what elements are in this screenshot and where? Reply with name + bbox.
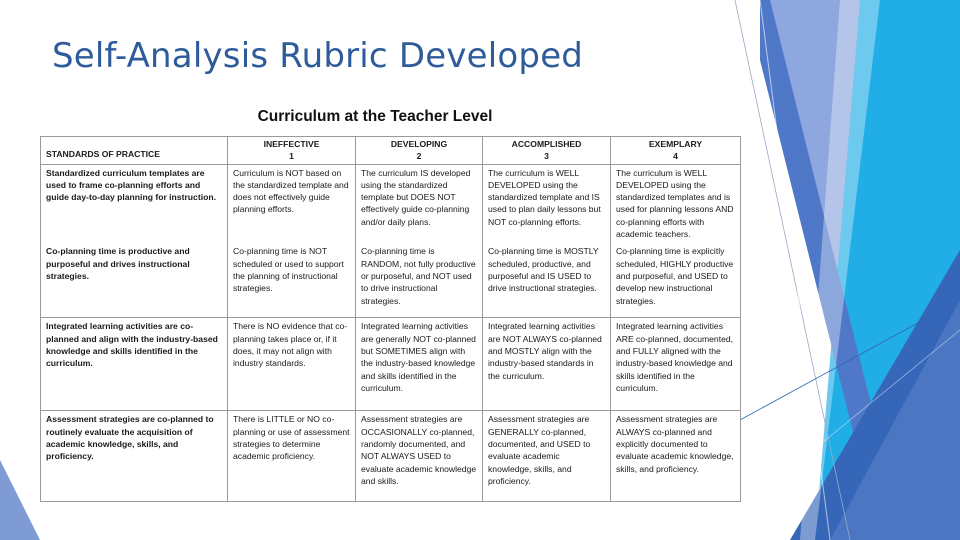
developing-cell: Assessment strategies are OCCASIONALLY co-planned, randomly documented, and NOT ALWAYS USED to evaluate academic knowledge and skills. — [356, 411, 483, 502]
developing-cell: The curriculum IS developed using the standardized template but DOES NOT effectively guide co-planning and/or daily plans. — [356, 164, 483, 243]
accomplished-cell: Co-planning time is MOSTLY scheduled, productive, and purposeful and IS USED to drive instructional strategies. — [483, 243, 611, 318]
ineffective-cell: There is LITTLE or NO co-planning or use of assessment strategies to determine academic proficiency. — [228, 411, 356, 502]
exemplary-cell: The curriculum is WELL DEVELOPED using the standardized templates and is used for planning lessons AND co-planning efforts with academic teachers. — [611, 164, 741, 243]
column-header-number: 4 — [673, 151, 678, 162]
rubric-row — [41, 411, 741, 502]
ineffective-cell: Co-planning time is NOT scheduled or used to support the planning of instructional strategies. — [228, 243, 356, 318]
developing-cell: Integrated learning activities are generally NOT co-planned but SOMETIMES align with the industry-based knowledge and skills identified in the curriculum. — [356, 318, 483, 411]
column-header-label: INEFFECTIVE — [263, 139, 320, 149]
exemplary-cell: Co-planning time is explicitly scheduled, HIGHLY productive and purposeful, and USED to develop new instructional strategies. — [611, 243, 741, 318]
column-header-label: EXEMPLARY — [648, 139, 703, 149]
column-header-developing — [356, 137, 483, 165]
rubric-header-row — [41, 137, 741, 165]
ineffective-cell: There is NO evidence that co-planning takes place or, if it does, it may not align with industry standards. — [228, 318, 356, 411]
column-header-accomplished — [483, 137, 611, 165]
accomplished-cell: The curriculum is WELL DEVELOPED using the standardized template and IS used to plan daily lessons but NOT co-planning efforts. — [483, 164, 611, 243]
column-header-number: 3 — [544, 151, 549, 162]
rubric-image — [40, 108, 740, 502]
left-corner-shape — [0, 460, 40, 540]
rubric-row — [41, 243, 741, 318]
column-header-number: 1 — [289, 151, 294, 162]
rubric-heading: Curriculum at the Teacher Level — [257, 108, 493, 125]
developing-cell: Co-planning time is RANDOM, not fully productive or purposeful, and NOT used to drive instructional strategies. — [356, 243, 483, 318]
exemplary-cell: Integrated learning activities ARE co-planned, documented, and FULLY aligned with the industry-based knowledge and skills identified in the curriculum. — [611, 318, 741, 411]
column-header-number: 2 — [416, 151, 422, 162]
column-header-standards — [41, 137, 228, 165]
slide-title: Self-Analysis Rubric Developed — [52, 36, 584, 76]
standard-cell: Standardized curriculum templates are used to frame co-planning efforts and guide day-to-day planning for instruction. — [41, 164, 228, 243]
rubric-row — [41, 164, 741, 243]
rubric-row — [41, 318, 741, 411]
standard-cell: Co-planning time is productive and purposeful and drives instructional strategies. — [41, 243, 228, 318]
column-header-label: STANDARDS OF PRACTICE — [46, 148, 160, 159]
standard-cell: Assessment strategies are co-planned to routinely evaluate the acquisition of academic knowledge, skills, and proficiency. — [41, 411, 228, 502]
ineffective-cell: Curriculum is NOT based on the standardized template and does not effectively guide planning efforts. — [228, 164, 356, 243]
column-header-label: DEVELOPING — [390, 139, 448, 149]
standard-cell: Integrated learning activities are co-planned and align with the industry-based knowledge and skills identified in the curriculum. — [41, 318, 228, 411]
accomplished-cell: Assessment strategies are GENERALLY co-planned, documented, and USED to evaluate academic knowledge, skills, and proficiency. — [483, 411, 611, 502]
column-header-exemplary — [611, 137, 741, 165]
accomplished-cell: Integrated learning activities are NOT ALWAYS co-planned and MOSTLY align with the industry-based standards in the curriculum. — [483, 318, 611, 411]
exemplary-cell: Assessment strategies are ALWAYS co-planned and explicitly documented to evaluate academic knowledge, skills, and proficiency. — [611, 411, 741, 502]
rubric-table — [40, 136, 741, 502]
column-header-label: ACCOMPLISHED — [511, 139, 582, 149]
column-header-ineffective — [228, 137, 356, 165]
